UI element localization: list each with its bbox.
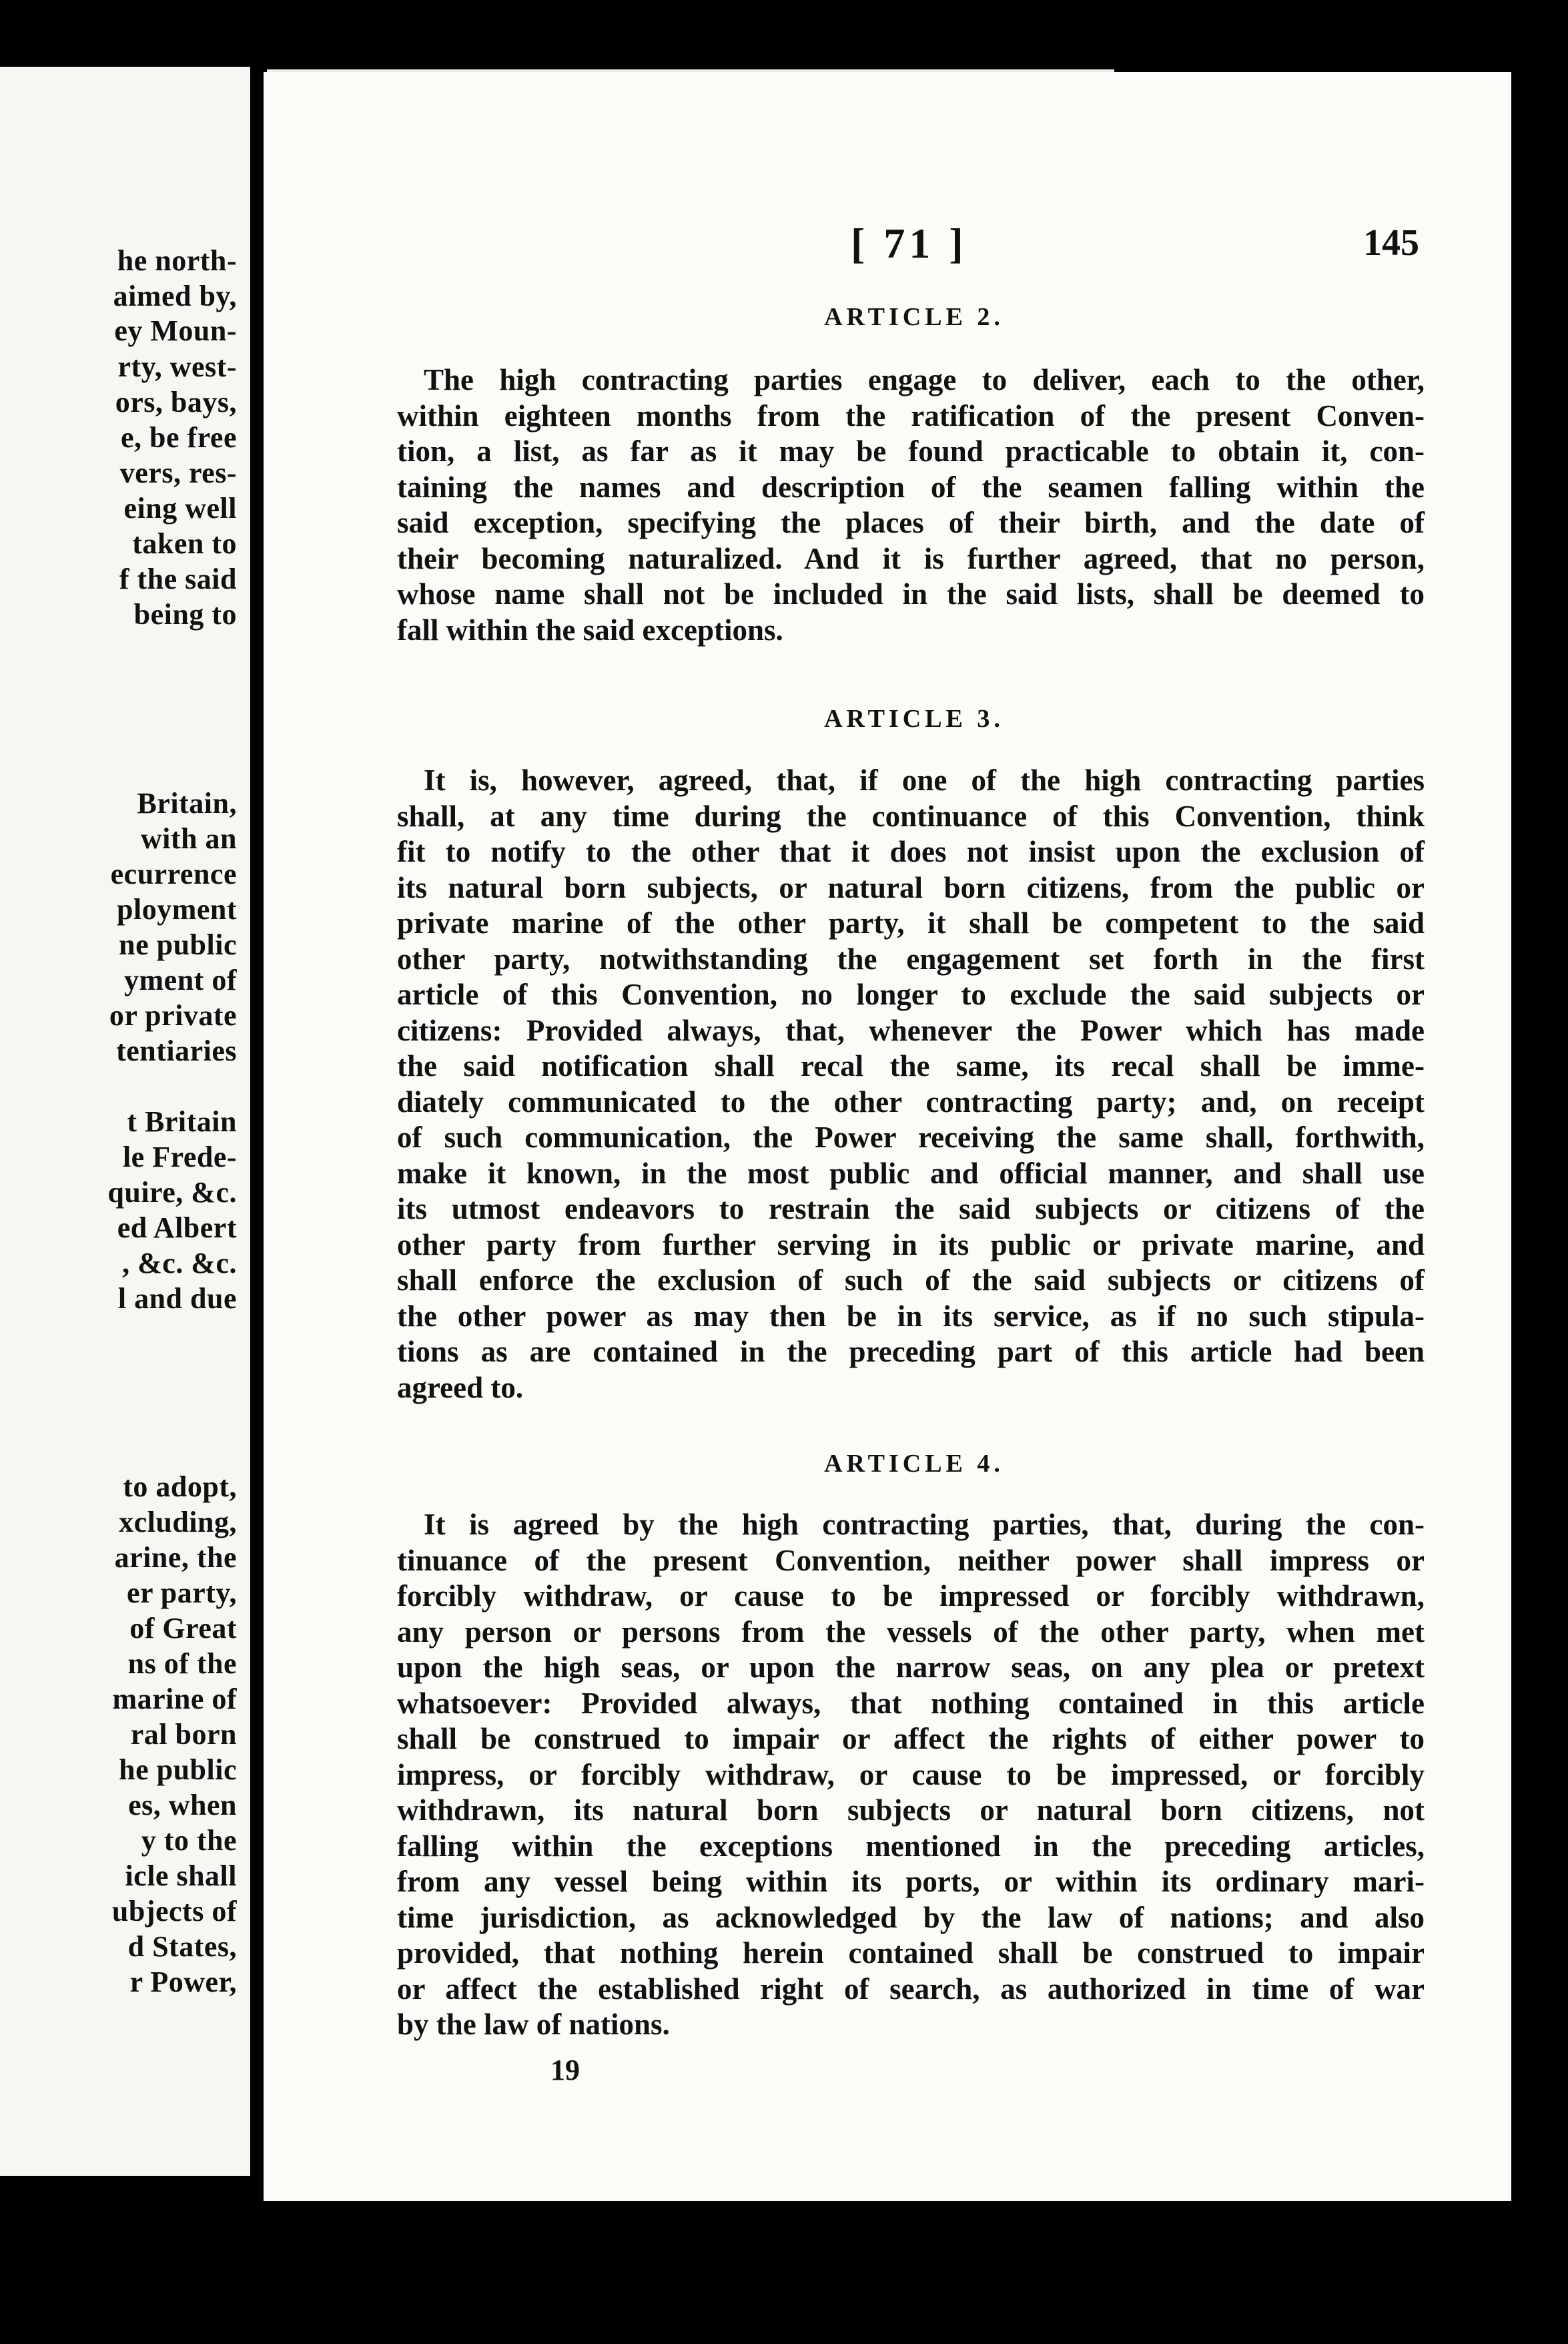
- text-line: provided, that nothing herein contained shall be construed to impair: [397, 1936, 1425, 1970]
- left-page-line: of Great: [129, 1612, 237, 1645]
- text-line: its utmost endeavors to restrain the said subjects or citizens of the: [397, 1192, 1425, 1225]
- left-page-line: l and due: [117, 1282, 237, 1315]
- text-line: from any vessel being within its ports, or within its ordinary mari-: [397, 1865, 1425, 1898]
- text-line: time jurisdiction, as acknowledged by the law of nations; and also: [397, 1900, 1425, 1934]
- left-page-line: y to the: [141, 1824, 237, 1857]
- left-page-line: with an: [140, 822, 237, 855]
- left-page-line: ns of the: [127, 1647, 237, 1680]
- left-page-line: quire, &c.: [107, 1176, 237, 1209]
- text-line: any person or persons from the vessels of the other party, when met: [397, 1615, 1425, 1649]
- text-line: The high contracting parties engage to deliver, each to the other,: [424, 363, 1425, 396]
- article-3-heading: ARTICLE 3.: [824, 705, 1004, 733]
- signature-mark: 19: [550, 2054, 580, 2086]
- text-line: or affect the established right of search, as authorized in time of war: [397, 1972, 1425, 2006]
- text-line: It is agreed by the high contracting parties, that, during the con-: [424, 1508, 1425, 1541]
- text-line: fit to notify to the other that it does not insist upon the exclusion of: [397, 835, 1425, 868]
- left-page-line: vers, res-: [119, 457, 237, 489]
- left-page-line: tentiaries: [116, 1035, 237, 1067]
- text-line: article of this Convention, no longer to exclude the said subjects or: [397, 978, 1425, 1011]
- left-page-line: e, be free: [121, 421, 237, 454]
- text-line: impress, or forcibly withdraw, or cause to be impressed, or forcibly: [397, 1757, 1425, 1791]
- page-header: [264, 219, 1511, 272]
- left-page-line: , &c. &c.: [122, 1247, 237, 1279]
- text-line: fall within the said exceptions.: [397, 613, 783, 647]
- document-number: [ 71 ]: [851, 220, 967, 267]
- text-line: private marine of the other party, it shall be competent to the said: [397, 906, 1425, 940]
- text-line: agreed to.: [397, 1370, 524, 1404]
- text-line: withdrawn, its natural born subjects or natural born citizens, not: [397, 1793, 1425, 1827]
- text-line: tions as are contained in the preceding part of this article had been: [397, 1335, 1425, 1368]
- text-line: the other power as may then be in its service, as if no such stipula-: [397, 1299, 1425, 1333]
- left-page-line: eing well: [123, 492, 237, 525]
- left-page-fragment: [0, 67, 250, 2176]
- left-page-line: ecurrence: [110, 858, 237, 890]
- left-page-line: ubjects of: [111, 1895, 237, 1928]
- text-line: by the law of nations.: [397, 2008, 670, 2041]
- text-line: whose name shall not be included in the said lists, shall be deemed to: [397, 577, 1425, 611]
- left-page-line: ne public: [119, 928, 237, 961]
- page-number: 145: [1363, 222, 1419, 264]
- left-page-line: icle shall: [125, 1859, 237, 1892]
- text-line: taining the names and description of the seamen falling within the: [397, 470, 1425, 504]
- document-page: [264, 72, 1511, 2201]
- text-line: make it known, in the most public and official manner, and shall use: [397, 1156, 1425, 1190]
- text-line: shall enforce the exclusion of such of the said subjects or citizens of: [397, 1263, 1425, 1297]
- left-page-line: yment of: [124, 964, 237, 996]
- left-page-line: f the said: [119, 563, 237, 595]
- text-line: forcibly withdraw, or cause to be impressed or forcibly withdrawn,: [397, 1579, 1425, 1613]
- left-page-line: arine, the: [114, 1541, 237, 1574]
- left-page-line: ed Albert: [117, 1211, 237, 1244]
- text-line: diately communicated to the other contracting party; and, on receipt: [397, 1085, 1425, 1119]
- left-page-line: being to: [133, 598, 237, 631]
- text-line: citizens: Provided always, that, whenever the Power which has made: [397, 1013, 1425, 1047]
- left-page-line: er party,: [127, 1576, 237, 1609]
- left-page-line: ployment: [117, 893, 237, 926]
- text-line: its natural born subjects, or natural born citizens, from the public or: [397, 870, 1425, 904]
- text-line: said exception, specifying the places of their birth, and the date of: [397, 506, 1425, 539]
- left-page-line: es, when: [128, 1789, 237, 1821]
- left-page-line: he public: [119, 1753, 237, 1786]
- article-4-text: [397, 1507, 1425, 2043]
- text-line: It is, however, agreed, that, if one of the high contracting parties: [424, 764, 1425, 797]
- left-page-line: ors, bays,: [115, 386, 237, 418]
- text-line: other party from further serving in its public or private marine, and: [397, 1227, 1425, 1261]
- article-3-text: [397, 763, 1425, 1406]
- article-2-text: [397, 362, 1425, 648]
- left-page-line: le Frede-: [122, 1141, 237, 1173]
- left-page-line: he north-: [117, 244, 237, 277]
- left-page-line: to adopt,: [123, 1470, 237, 1503]
- text-line: shall, at any time during the continuance of this Convention, think: [397, 799, 1425, 833]
- left-page-line: rty, west-: [117, 350, 237, 383]
- text-line: whatsoever: Provided always, that nothing contained in this article: [397, 1686, 1425, 1720]
- left-page-line: ey Moun-: [114, 314, 237, 347]
- left-page-line: t Britain: [127, 1105, 237, 1138]
- left-page-line: taken to: [132, 527, 237, 560]
- text-line: their becoming naturalized. And it is further agreed, that no person,: [397, 541, 1425, 575]
- text-line: of such communication, the Power receiving the same shall, forthwith,: [397, 1121, 1425, 1154]
- left-page-line: marine of: [112, 1683, 237, 1715]
- text-line: upon the high seas, or upon the narrow seas, on any plea or pretext: [397, 1651, 1425, 1684]
- text-line: the said notification shall recal the same, its recal shall be imme-: [397, 1049, 1425, 1083]
- left-page-line: aimed by,: [113, 280, 237, 312]
- left-page-line: r Power,: [129, 1966, 237, 1998]
- left-page-line: d States,: [127, 1930, 237, 1963]
- text-line: tinuance of the present Convention, neither power shall impress or: [397, 1543, 1425, 1577]
- text-line: falling within the exceptions mentioned in the preceding articles,: [397, 1829, 1425, 1863]
- article-4-heading: ARTICLE 4.: [824, 1450, 1004, 1478]
- text-line: shall be construed to impair or affect the rights of either power to: [397, 1722, 1425, 1755]
- text-line: within eighteen months from the ratification of the present Conven-: [397, 398, 1425, 432]
- article-2-heading: ARTICLE 2.: [824, 303, 1004, 331]
- left-page-line: Britain,: [137, 787, 237, 820]
- left-page-line: ral born: [130, 1718, 237, 1751]
- text-line: tion, a list, as far as it may be found practicable to obtain it, con-: [397, 434, 1425, 468]
- left-page-line: or private: [109, 999, 237, 1032]
- text-line: other party, notwithstanding the engagement set forth in the first: [397, 942, 1425, 976]
- left-page-line: xcluding,: [119, 1506, 237, 1538]
